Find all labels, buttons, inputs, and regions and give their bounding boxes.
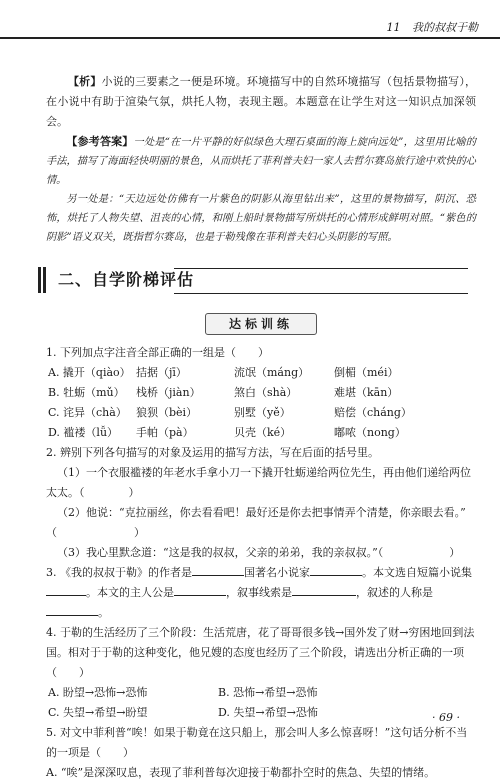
q3-blank[interactable] — [46, 604, 98, 616]
q4-option: D. 失望→希望→恐怖 — [218, 706, 318, 719]
q3-blank[interactable] — [192, 564, 244, 576]
analysis-paragraph — [46, 72, 476, 132]
q1-option: 倒楣（méi） — [334, 366, 399, 379]
q4-stem: 4. 于勒的生活经历了三个阶段：生活荒唐，花了哥哥很多钱→国外发了财→穷困地回到法国。相对于于勒的这种变化，他兄嫂的态度也经历了三个阶段，请选出分析正确的一项（ ） — [46, 626, 475, 679]
q3-blank[interactable] — [174, 584, 226, 596]
q5-option-a: A. “唉”是深深叹息，表现了菲利普每次迎接于勒都扑空时的焦急、失望的情绪。 — [46, 766, 436, 779]
q2-sentence-3: （3）我心里默念道：“这是我的叔叔，父亲的弟弟，我的亲叔叔。”（ ） — [57, 546, 461, 559]
analysis-text: 小说的三要素之一便是环境。环境描写中的自然环境描写（包括景物描写），在小说中有助于渲染气氛，烘托人物，表现主题。本题意在让学生对这一知识点加深领会。 — [46, 75, 477, 128]
q1-option: 赔偿（cháng） — [334, 406, 412, 419]
header-chapter-title: 我的叔叔于勒 — [412, 21, 478, 34]
q1-option: D. 褴褛（lǚ） — [48, 426, 119, 439]
q2-sentence-2-paren: （ ） — [46, 526, 145, 539]
q3-text — [46, 563, 476, 623]
answer-paragraph — [46, 132, 476, 190]
page-content — [46, 72, 476, 783]
answer-tag: 【参考答案】 — [66, 135, 134, 148]
section-rule — [174, 268, 468, 294]
q1-option: 流氓（máng） — [234, 366, 310, 379]
q3-blank[interactable] — [292, 584, 356, 596]
q4-option: C. 失望→希望→盼望 — [48, 706, 148, 719]
q3-part: ，叙述的人称是 — [356, 586, 433, 599]
running-head — [387, 19, 479, 35]
q1-option: 别墅（yě） — [234, 406, 291, 419]
q1-option: 嘟哝（nong） — [334, 426, 406, 439]
q1-options — [46, 363, 476, 443]
q4-options — [46, 683, 476, 723]
q3-part: 。本文的主人公是 — [86, 586, 174, 599]
q1-option: 拮据（jī） — [136, 366, 187, 379]
answer-text: 一处是“在一片平静的好似绿色大理石桌面的海上旋向远处”，这里用比喻的手法，描写了海面轻快明丽的景色，从而烘托了菲利普夫妇一家人去哲尔赛岛旅行途中欢快的心情。 — [46, 137, 476, 186]
q4-option: A. 盼望→恐怖→恐怖 — [48, 686, 148, 699]
header-page-number: 11 — [386, 21, 401, 34]
q2-stem: 2. 辨别下列各句描写的对象及运用的描写方法，写在后面的括号里。 — [46, 446, 379, 459]
page-header — [0, 0, 500, 44]
q3-part: ，叙事线索是 — [226, 586, 292, 599]
answer-paragraph-2: 另一处是：“天边远处仿佛有一片紫色的阴影从海里钻出来”，这里的景物描写，阴沉、恐怖，烘托了人物失望、沮丧的心情，和刚上船时景物描写所烘托的心情形成鲜明对照。“紫色的阴影”语义双关，既指哲尔赛岛，也是于勒残像在菲利普夫妇心头阴影的写照。 — [46, 194, 476, 243]
header-rule — [0, 37, 500, 39]
q5-stem: 5. 对文中菲利普“唉！如果于勒竟在这只船上，那会叫人多么惊喜呀！”这句话分析不当的一项是（ ） — [46, 726, 468, 759]
section-bars — [38, 267, 50, 293]
analysis-tag: 【析】 — [68, 75, 102, 88]
q1-option: C. 诧异（chà） — [48, 406, 127, 419]
section-title: 二、自学阶梯评估 — [58, 270, 195, 289]
exercise-banner: 达标训练 — [205, 313, 317, 335]
q2-sentence-2: （2）他说：“克拉丽丝，你去看看吧！最好还是你去把事情弄个清楚，你亲眼去看。” — [57, 506, 466, 519]
q1-option: 狼狈（bèi） — [136, 406, 198, 419]
q1-option: B. 牡蛎（mǔ） — [48, 386, 125, 399]
q1-option: 煞白（shà） — [234, 386, 298, 399]
q2-sentence-1: （1）一个衣服褴褛的年老水手拿小刀一下撬开牡蛎递给两位先生，再由他们递给两位太太。（ ） — [46, 466, 471, 499]
q3-blank[interactable] — [46, 584, 86, 596]
q3-part: 。本文选自短篇小说集 — [362, 566, 472, 579]
q3-part: 国著名小说家 — [244, 566, 310, 579]
section-heading — [46, 265, 476, 295]
q1-option: 贝壳（ké） — [234, 426, 292, 439]
q1-option: 手帕（pà） — [136, 426, 194, 439]
q1-option: A. 撬开（qiào） — [48, 366, 131, 379]
q1-stem: 1. 下列加点字注音全部正确的一组是（ ） — [46, 346, 269, 359]
q4-option: B. 恐怖→希望→恐怖 — [218, 686, 318, 699]
q1-option: 难堪（kān） — [334, 386, 399, 399]
q3-part: 3. 《我的叔叔于勒》的作者是 — [46, 566, 192, 579]
q3-part: 。 — [98, 606, 109, 619]
page-number-footer: · 69 · — [432, 711, 460, 724]
q3-blank[interactable] — [310, 564, 362, 576]
q1-option: 栈桥（jiàn） — [136, 386, 201, 399]
